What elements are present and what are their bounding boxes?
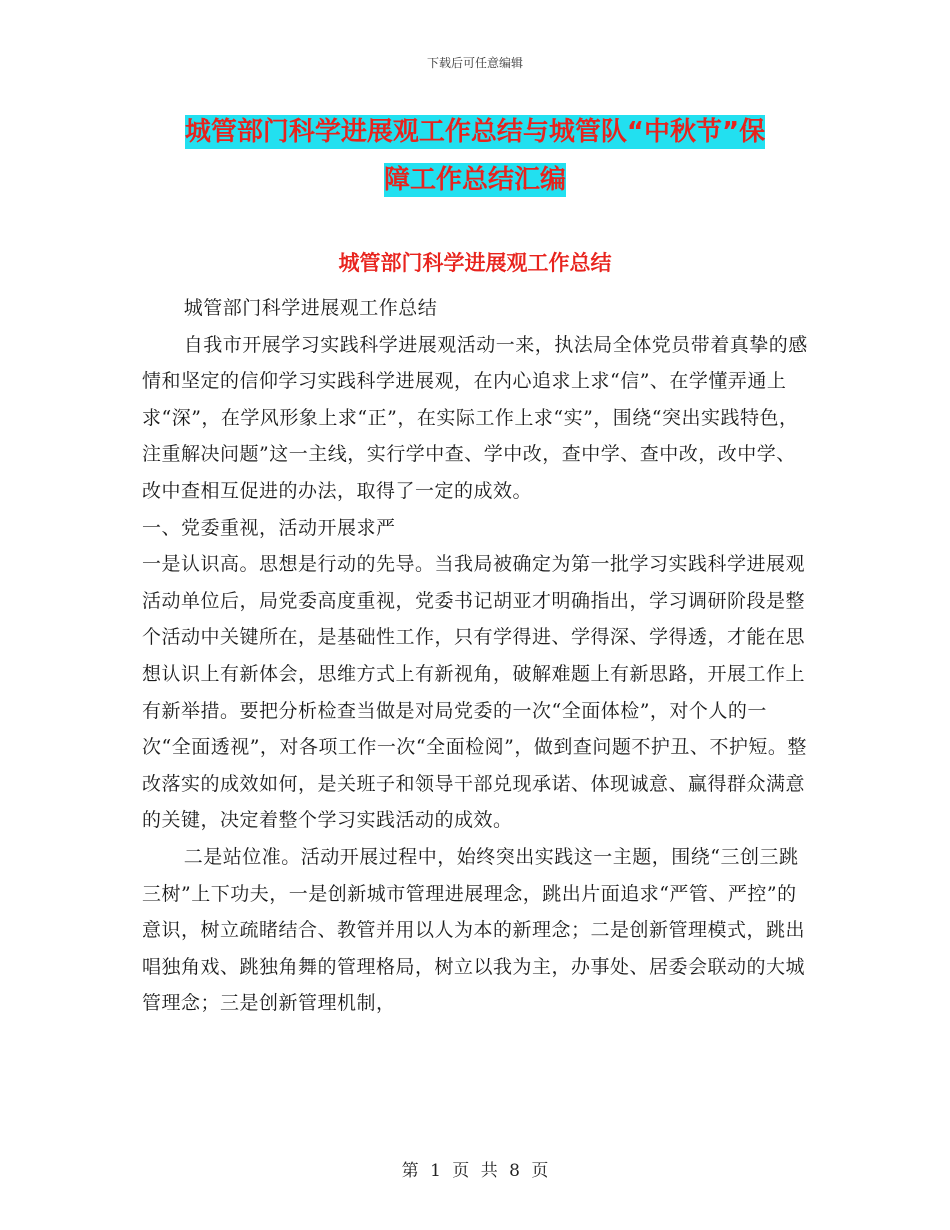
- paragraph-point-2: 二是站位准。活动开展过程中，始终突出实践这一主题，围绕“三创三跳三树”上下功夫，一是创新城市管理进展理念，跳出片面追求“严管、严控”的意识，树立疏睹结合、教管并用以人为本的新理念；二是创新管理模式，跳出唱独角戏、跳独角舞的管理格局，树立以我为主，办事处、居委会联动的大城管理念；三是创新管理机制，: [142, 845, 806, 1015]
- section-title: 城管部门科学进展观工作总结: [338, 251, 612, 275]
- paragraph-intro: 自我市开展学习实践科学进展观活动一来，执法局全体党员带着真挚的感情和坚定的信仰学习实践科学进展观，在内心追求上求“信”、在学懂弄通上求“深”，在学风形象上求“正”，在实际工作上求“实”，围绕“突出实践特色，注重解决问题”这一主线，实行学中查、学中改，查中学、查中改，改中学、改中查相互促进的办法，取得了一定的成效。: [142, 333, 808, 502]
- paragraph-subtitle: 城管部门科学进展观工作总结: [183, 297, 438, 319]
- document-title-line2: 障工作总结汇编: [383, 165, 566, 195]
- header-note: 下载后可任意编辑: [426, 56, 523, 70]
- paragraph-heading-1: 一、党委重视，活动开展求严: [142, 516, 396, 539]
- document-body: [142, 290, 812, 1022]
- page-number: 第 1 页 共 8 页: [401, 1161, 549, 1181]
- document-title: [150, 108, 800, 204]
- document-title-line1: 城管部门科学进展观工作总结与城管队“中秋节”保: [184, 117, 766, 147]
- paragraph-point-1: 一是认识高。思想是行动的先导。当我局被确定为第一批学习实践科学进展观活动单位后，局党委高度重视，党委书记胡亚才明确指出，学习调研阶段是整个活动中关键所在，是基础性工作，只有学得进、学得深、学得透，才能在思想认识上有新体会，思维方式上有新视角，破解难题上有新思路，开展工作上有新举措。要把分析检查当做是对局党委的一次“全面体检”，对个人的一次“全面透视”，对各项工作一次“全面检阅”，做到查问题不护丑、不护短。整改落实的成效如何，是关班子和领导干部兑现承诺、体现诚意、赢得群众满意的关键，决定着整个学习实践活动的成效。: [142, 553, 807, 832]
